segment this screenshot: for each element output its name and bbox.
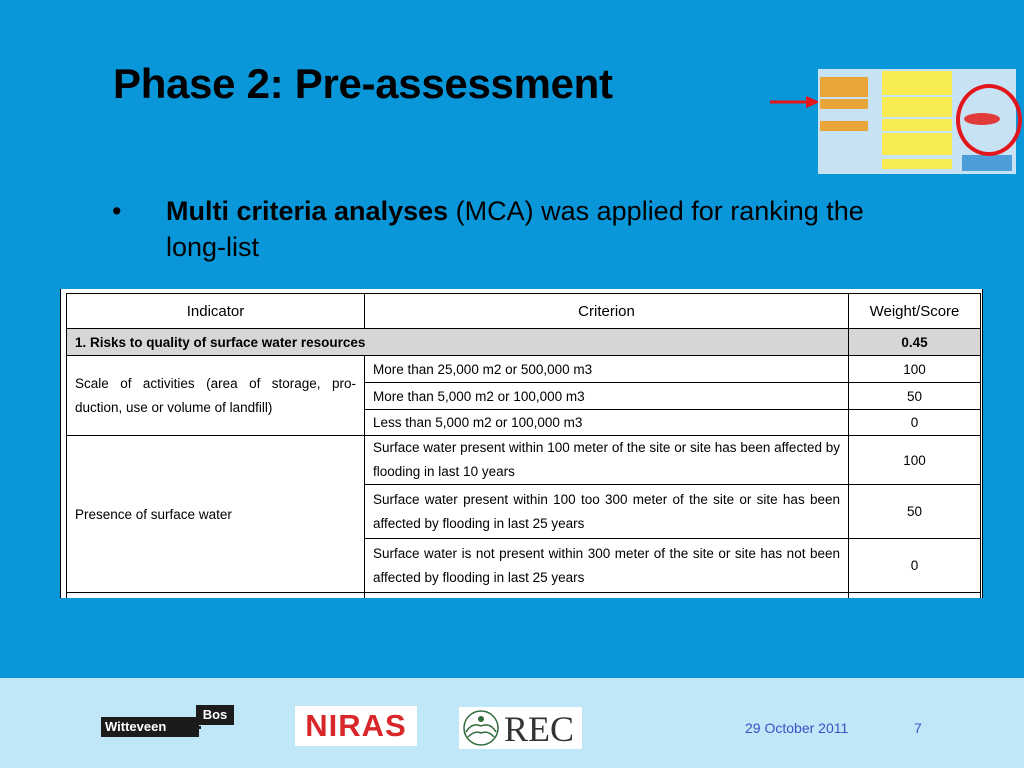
slide-title: Phase 2: Pre-assessment [113,60,613,107]
score-cell: 0 [849,539,981,593]
empty-cell [67,593,365,599]
header-weight-score: Weight/Score [849,294,981,329]
criterion-cell: Less than 5,000 m2 or 100,000 m3 [365,410,849,436]
header-criterion: Criterion [365,294,849,329]
bullet-symbol: • [112,196,122,226]
score-cell: 0 [849,410,981,436]
bullet-text [166,193,906,265]
score-cell: 50 [849,383,981,410]
table-row [67,436,981,485]
score-cell: 100 [849,356,981,383]
bullet-rest: (MCA) was applied for ranking the long-list [166,196,864,262]
rec-emblem-icon [462,710,500,746]
mca-table-image [60,289,983,598]
criterion-cell: Surface water is not present within 300 meter of the site or site has not been affected by flooding in last 25 years [365,539,849,593]
criterion-cell: Surface water present within 100 meter of the site or site has been affected by flooding in last 10 years [365,436,849,485]
section-row [67,329,981,356]
page-number: 7 [914,720,922,736]
criterion-cell: More than 5,000 m2 or 100,000 m3 [365,383,849,410]
empty-cell [849,593,981,599]
rec-logo [459,707,582,749]
logo-witteveen-text: Witteveen [101,717,199,737]
logo-bos-text: Bos [196,705,234,725]
mca-table [66,293,981,598]
indicator-cell: Scale of activities (area of storage, pro-duction, use or volume of landfill) [67,356,365,436]
red-arrow-icon [770,94,820,110]
bullet-bold-term: Multi criteria analyses [166,196,449,226]
criterion-cell: More than 25,000 m2 or 500,000 m3 [365,356,849,383]
highlight-circle [956,84,1022,156]
table-row [67,356,981,383]
slide-date: 29 October 2011 [745,720,849,736]
logo-dash [195,726,201,729]
rec-logo-text: REC [504,709,575,749]
niras-logo: NIRAS [295,706,417,746]
indicator-cell: Presence of surface water [67,436,365,593]
table-row [67,593,981,599]
table-header-row [67,294,981,329]
score-cell: 50 [849,485,981,539]
witteveen-bos-logo [101,705,241,745]
section-label: 1. Risks to quality of surface water resources [67,329,849,356]
header-indicator: Indicator [67,294,365,329]
score-cell: 100 [849,436,981,485]
criterion-cell: Surface water present within 100 too 300 meter of the site or site has been affected by flooding in last 25 years [365,485,849,539]
section-weight: 0.45 [849,329,981,356]
empty-cell [365,593,849,599]
